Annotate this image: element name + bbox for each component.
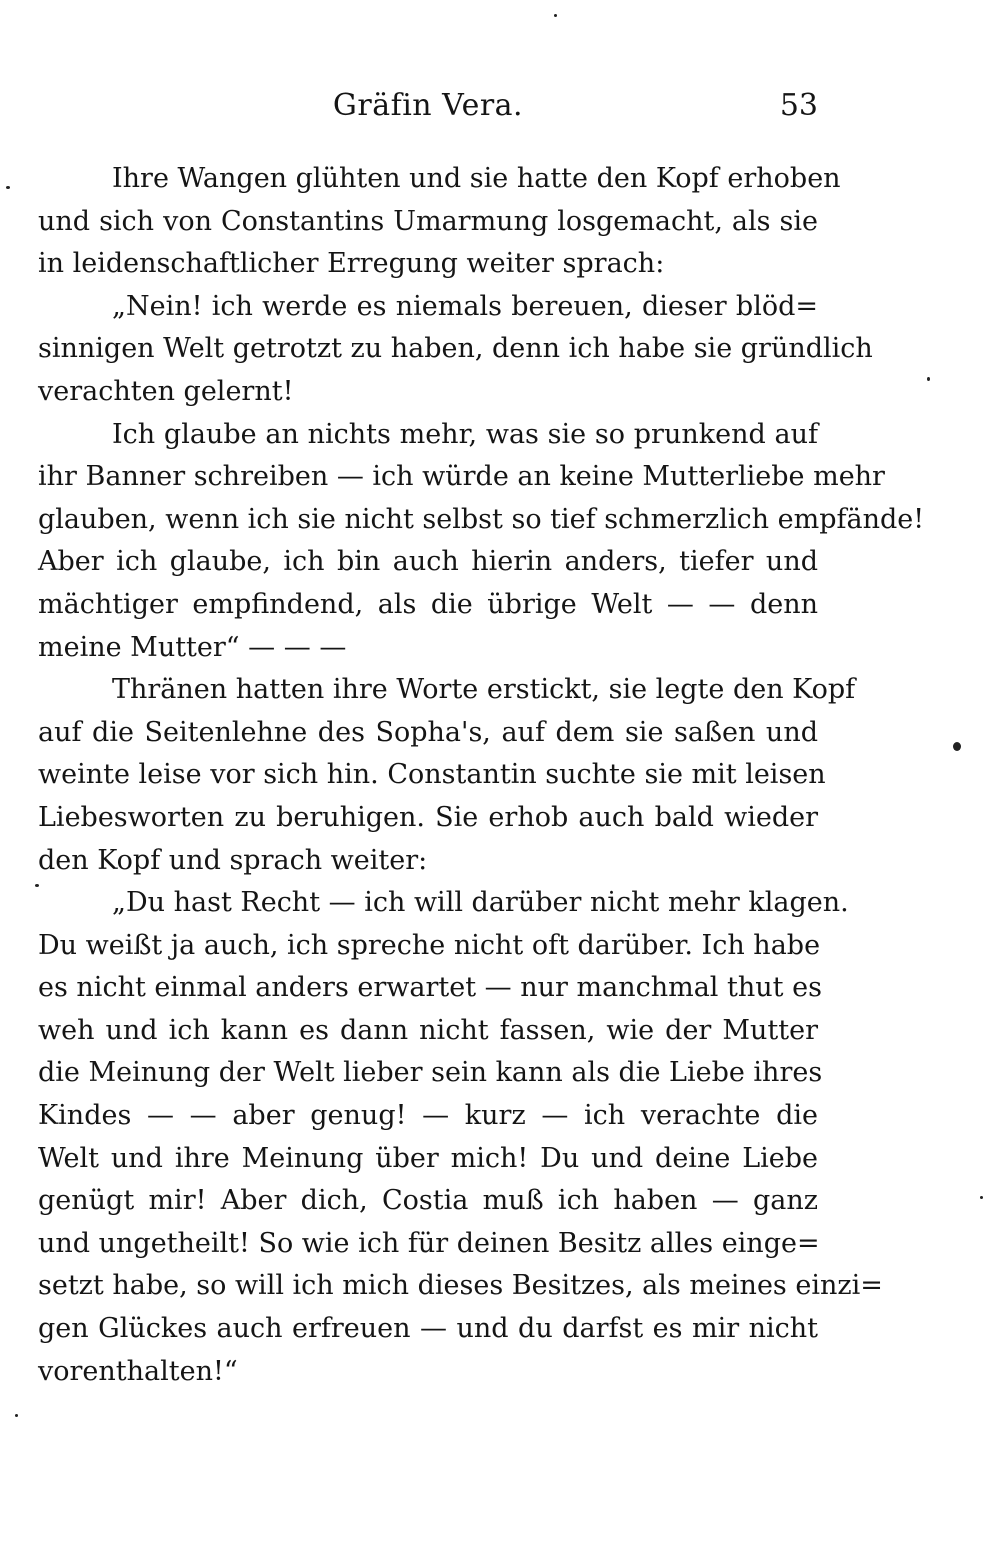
- text-line: auf die Seitenlehne des Sopha's, auf dem sie saßen und: [38, 716, 818, 748]
- text-line: mächtiger empfindend, als die übrige Welt — — denn: [38, 588, 818, 620]
- text-line: glauben, wenn ich sie nicht selbst so tief schmerzlich empfände!: [38, 503, 925, 535]
- ink-speck: [35, 884, 39, 887]
- text-line: in leidenschaftlicher Erregung weiter sprach:: [38, 248, 665, 280]
- text-line: und sich von Constantins Umarmung losgemacht, als sie: [38, 205, 818, 237]
- text-line: Kindes — — aber genug! — kurz — ich verachte die: [38, 1100, 818, 1132]
- running-title: Gräfin Vera.: [332, 88, 524, 123]
- text-line: Thränen hatten ihre Worte erstickt, sie legte den Kopf: [112, 674, 856, 706]
- text-line: und ungetheilt! So wie ich für deinen Besitz alles einge=: [38, 1227, 820, 1259]
- text-line: genügt mir! Aber dich, Costia muß ich haben — ganz: [38, 1185, 818, 1217]
- ink-speck: [15, 1414, 18, 1417]
- text-line: Liebesworten zu beruhigen. Sie erhob auch bald wieder: [38, 801, 818, 833]
- text-line: vorenthalten!“: [38, 1355, 238, 1387]
- text-line: den Kopf und sprach weiter:: [38, 844, 428, 876]
- text-line: ihr Banner schreiben — ich würde an keine Mutterliebe mehr: [38, 461, 885, 493]
- ink-speck: [6, 186, 10, 189]
- page-number: 53: [779, 88, 818, 123]
- ink-speck: [927, 377, 930, 381]
- text-line: Du weißt ja auch, ich spreche nicht oft darüber. Ich habe: [38, 929, 821, 961]
- text-line: die Meinung der Welt lieber sein kann als die Liebe ihres: [38, 1057, 823, 1089]
- running-header: [38, 84, 818, 128]
- text-line: „Du hast Recht — ich will darüber nicht mehr klagen.: [112, 887, 849, 919]
- text-line: Welt und ihre Meinung über mich! Du und deine Liebe: [38, 1142, 818, 1174]
- text-line: es nicht einmal anders erwartet — nur manchmal thut es: [38, 972, 822, 1004]
- text-line: gen Glückes auch erfreuen — und du darfst es mir nicht: [38, 1313, 818, 1345]
- text-line: „Nein! ich werde es niemals bereuen, dieser blöd=: [112, 290, 818, 322]
- text-line: verachten gelernt!: [38, 375, 294, 407]
- text-line: weinte leise vor sich hin. Constantin suchte sie mit leisen: [38, 759, 826, 791]
- ink-speck: [980, 1196, 983, 1199]
- text-line: weh und ich kann es dann nicht fassen, wie der Mutter: [38, 1014, 818, 1046]
- ink-speck: [554, 14, 557, 17]
- text-body: [38, 158, 925, 1393]
- text-line: setzt habe, so will ich mich dieses Besitzes, als meines einzi=: [38, 1270, 883, 1302]
- text-line: meine Mutter“ — — —: [38, 631, 347, 663]
- text-line: Ihre Wangen glühten und sie hatte den Kopf erhoben: [112, 163, 841, 194]
- ink-speck: [953, 742, 961, 751]
- text-line: Aber ich glaube, ich bin auch hierin anders, tiefer und: [38, 546, 818, 578]
- text-line: Ich glaube an nichts mehr, was sie so prunkend auf: [112, 418, 818, 450]
- text-line: sinnigen Welt getrotzt zu haben, denn ich habe sie gründlich: [38, 333, 873, 365]
